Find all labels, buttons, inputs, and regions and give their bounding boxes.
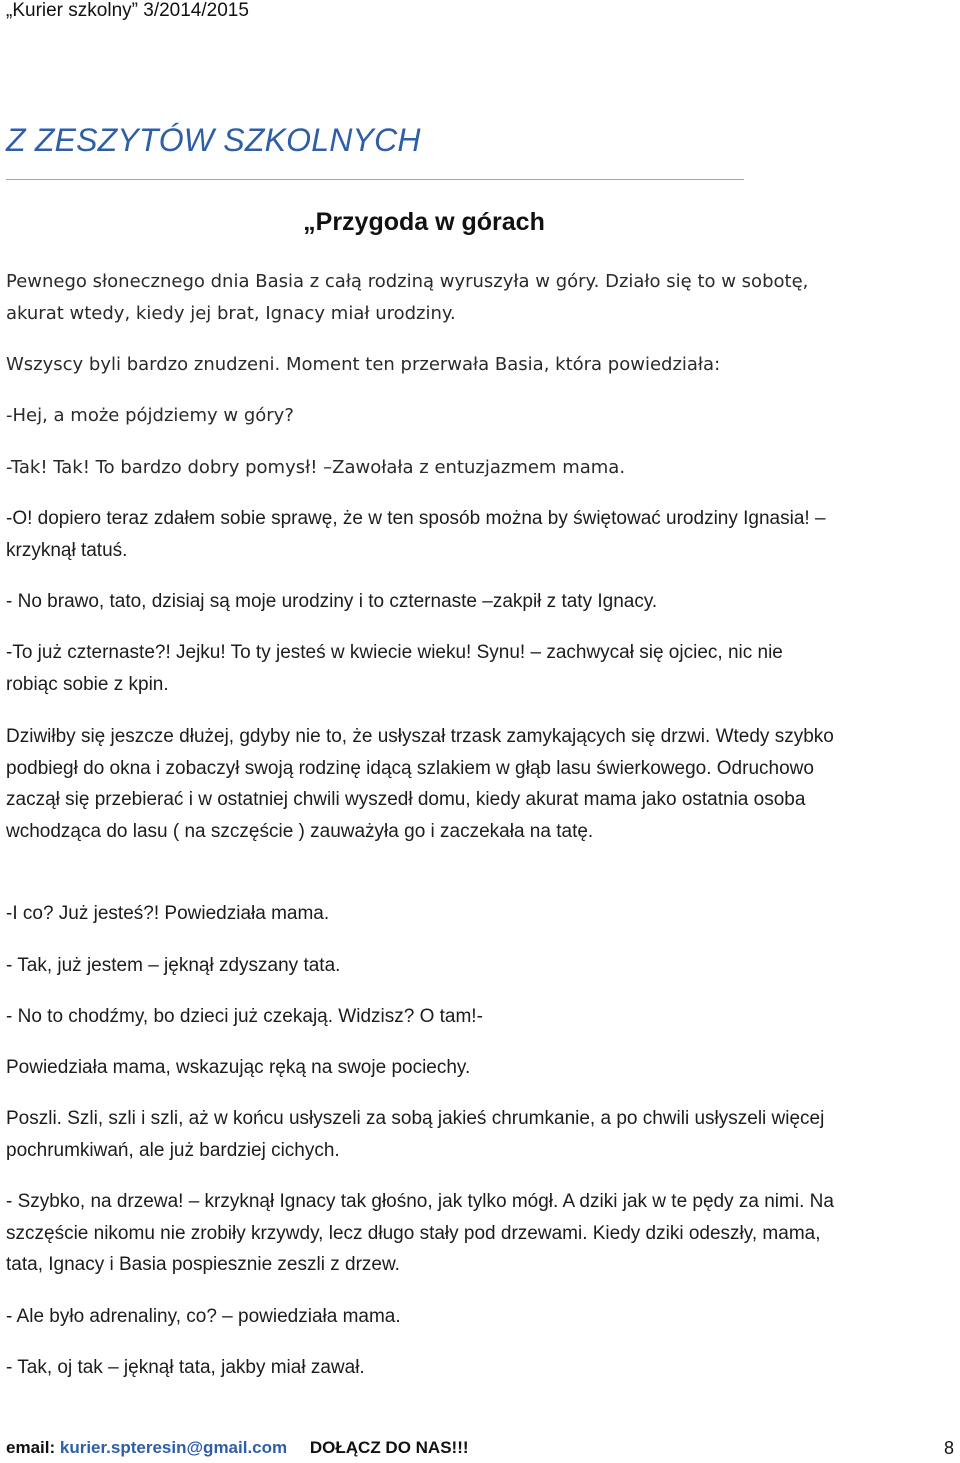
paragraph-7: -To już czternaste?! Jejku! To ty jesteś w kwiecie wieku! Synu! – zachwycał się ojciec, nic nie robiąc sobie z kpin.: [6, 642, 783, 695]
paragraph-11: - No to chodźmy, bo dzieci już czekają. Widzisz? O tam!-: [6, 1006, 483, 1027]
paragraph-3: -Hej, a może pójdziemy w góry?: [6, 405, 294, 426]
section-title: Z ZESZYTÓW SZKOLNYCH: [6, 122, 421, 158]
paragraph-1: Pewnego słonecznego dnia Basia z całą rodziną wyruszyła w góry. Działo się to w sobotę, akurat wtedy, kiedy jej brat, Ignacy miał urodziny.: [6, 271, 809, 324]
email-label: email:: [6, 1438, 60, 1457]
join-us-text: DOŁĄCZ DO NAS!!!: [309, 1438, 469, 1457]
paragraph-6: - No brawo, tato, dzisiaj są moje urodziny i to czternaste –zakpił z taty Ignacy.: [6, 591, 658, 612]
paragraph-13: Poszli. Szli, szli i szli, aż w końcu usłyszeli za sobą jakieś chrumkanie, a po chwili usłyszeli więcej pochrumkiwań, ale już bardziej cichych.: [6, 1108, 825, 1161]
paragraph-4: -Tak! Tak! To bardzo dobry pomysł! –Zawołała z entuzjazmem mama.: [6, 457, 626, 478]
email-link[interactable]: kurier.spteresin@gmail.com: [59, 1438, 288, 1457]
page-header: „Kurier szkolny” 3/2014/2015: [6, 0, 249, 21]
paragraph-5: -O! dopiero teraz zdałem sobie sprawę, że w ten sposób można by świętować urodziny Ignasia! –krzyknął tatuś.: [6, 508, 826, 561]
paragraph-12: Powiedziała mama, wskazując ręką na swoje pociechy.: [6, 1057, 471, 1078]
page-number: 8: [943, 1438, 954, 1458]
paragraph-14: - Szybko, na drzewa! – krzyknął Ignacy tak głośno, jak tylko mógł. A dziki jak w te pędy za nimi. Na szczęście nikomu nie zrobiły krzywdy, lecz długo stały pod drzewami. Kiedy dziki odeszły, mama, tata, Ignacy i Basia pospiesznie zeszli z drzew.: [6, 1191, 834, 1275]
paragraph-16: - Tak, oj tak – jęknął tata, jakby miał zawał.: [6, 1357, 365, 1378]
paragraph-15: - Ale było adrenaliny, co? – powiedziała mama.: [6, 1306, 401, 1327]
paragraph-9: -I co? Już jesteś?! Powiedziała mama.: [6, 903, 330, 924]
section-divider: [6, 179, 744, 180]
story-title: „Przygoda w górach: [303, 208, 545, 236]
paragraph-10: - Tak, już jestem – jęknął zdyszany tata.: [6, 955, 341, 976]
paragraph-8: Dziwiłby się jeszcze dłużej, gdyby nie to, że usłyszał trzask zamykających się drzwi. Wtedy szybko podbiegł do okna i zobaczył swoją rodzinę idącą szlakiem w głąb lasu świerkowego. Odruchowo zaczął się przebierać i w ostatniej chwili wyszedł domu, kiedy akurat mama jako ostatnia osoba wchodząca do lasu ( na szczęście ) zauważyła go i zaczekała na tatę.: [6, 726, 834, 842]
page-footer: [6, 1438, 954, 1458]
paragraph-2: Wszyscy byli bardzo znudzeni. Moment ten przerwała Basia, która powiedziała:: [6, 354, 721, 375]
